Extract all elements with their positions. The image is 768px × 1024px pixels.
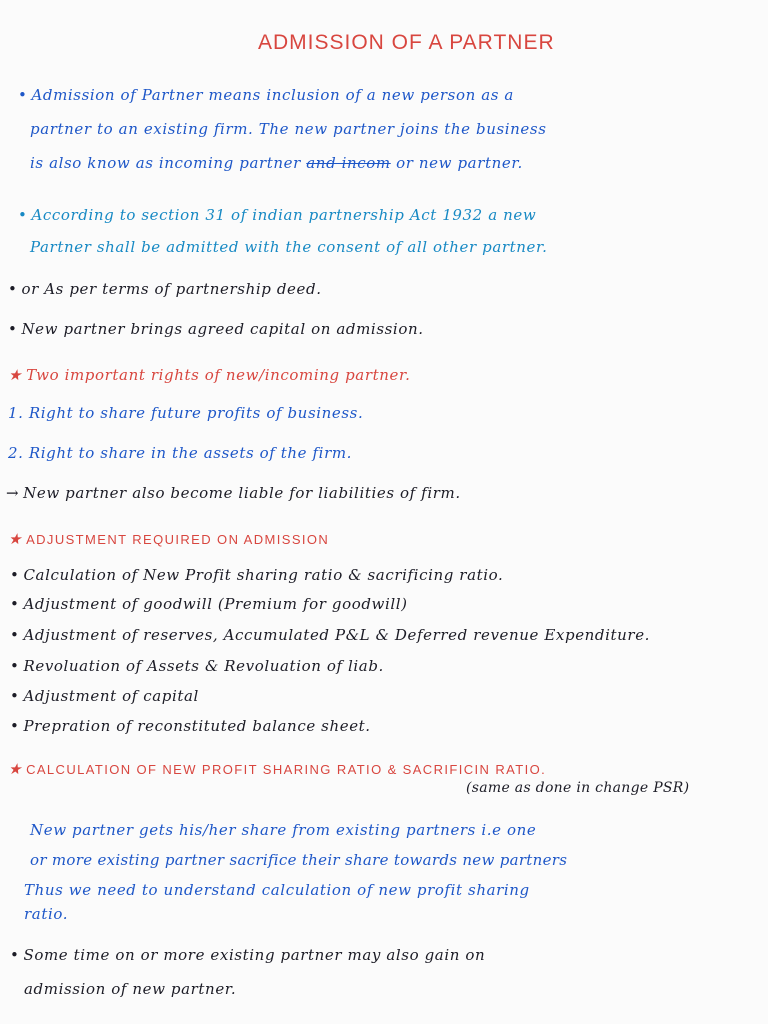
adjustment-item-text: Revoluation of Assets & Revoluation of liab. <box>23 657 384 675</box>
bullet-icon: • <box>10 595 20 613</box>
adjustment-item-text: Adjustment of capital <box>23 687 199 705</box>
bullet-deed <box>8 282 322 297</box>
adjustment-item <box>10 628 650 643</box>
intro-text-3b: or new partner. <box>396 154 523 172</box>
bullet-icon: • <box>10 626 20 644</box>
section31-line-2: Partner shall be admitted with the consent of all other partner. <box>30 238 548 256</box>
adjustment-item <box>10 719 371 734</box>
bullet-icon: • <box>10 687 20 705</box>
right-1: 1. Right to share future profits of business. <box>8 404 364 422</box>
bullet-icon: • <box>10 657 20 675</box>
liability-note <box>6 486 461 501</box>
adjustment-item-text: Calculation of New Profit sharing ratio & sacrificing ratio. <box>23 566 504 584</box>
adjustment-item <box>10 568 503 583</box>
gain-note-line-1 <box>10 948 485 963</box>
rights-heading <box>8 368 410 383</box>
intro-line-2: partner to an existing firm. The new partner joins the business <box>30 120 547 138</box>
adjustment-item-text: Adjustment of reserves, Accumulated P&L & Deferred revenue Expenditure. <box>23 626 651 644</box>
intro-line-1 <box>18 88 514 103</box>
adjustment-item <box>10 659 384 674</box>
intro-text-1: Admission of Partner means inclusion of a new person as a <box>31 86 514 104</box>
calculation-heading <box>8 762 546 777</box>
calculation-para-line: New partner gets his/her share from existing partners i.e one <box>30 821 537 839</box>
calculation-heading-text: CALCULATION OF NEW PROFIT SHARING RATIO & SACRIFICIN RATIO. <box>26 762 547 777</box>
calculation-para-line: or more existing partner sacrifice their share towards new partners <box>30 851 568 869</box>
calculation-para-line: ratio. <box>24 905 69 923</box>
star-icon: ★ <box>8 530 23 548</box>
adjustment-item-text: Prepration of reconstituted balance sheet. <box>23 717 371 735</box>
bullet-capital-text: New partner brings agreed capital on admission. <box>21 320 424 338</box>
intro-line-3 <box>30 156 523 171</box>
section31-line-1 <box>18 208 536 223</box>
calculation-note: (same as done in change PSR) <box>466 780 690 796</box>
arrow-right-icon: → <box>6 484 20 502</box>
adjustment-heading <box>8 532 329 547</box>
bullet-deed-text: or As per terms of partnership deed. <box>21 280 322 298</box>
right-2: 2. Right to share in the assets of the firm. <box>8 444 353 462</box>
adjustment-item-text: Adjustment of goodwill (Premium for goodwill) <box>23 595 408 613</box>
gain-note-text: Some time on or more existing partner may also gain on <box>23 946 486 964</box>
bullet-icon: • <box>18 86 28 104</box>
bullet-icon: • <box>8 320 18 338</box>
star-icon: ★ <box>8 760 23 778</box>
adjustment-heading-text: ADJUSTMENT REQUIRED ON ADMISSION <box>26 532 330 547</box>
bullet-icon: • <box>10 946 20 964</box>
page-title: ADMISSION OF A PARTNER <box>258 31 555 54</box>
intro-struck-text: and incom <box>306 154 391 172</box>
section31-text-1: According to section 31 of indian partnership Act 1932 a new <box>31 206 537 224</box>
bullet-icon: • <box>10 566 20 584</box>
adjustment-item <box>10 597 408 612</box>
intro-text-3a: is also know as incoming partner <box>30 154 301 172</box>
bullet-icon: • <box>8 280 18 298</box>
rights-heading-text: Two important rights of new/incoming partner. <box>26 366 411 384</box>
adjustment-item <box>10 689 199 704</box>
calculation-para-line: Thus we need to understand calculation of new profit sharing <box>24 881 530 899</box>
liability-text: New partner also become liable for liabilities of firm. <box>23 484 461 502</box>
gain-note-line-2: admission of new partner. <box>24 980 237 998</box>
bullet-capital <box>8 322 424 337</box>
bullet-icon: • <box>10 717 20 735</box>
bullet-icon: • <box>18 206 28 224</box>
star-icon: ★ <box>8 366 23 384</box>
